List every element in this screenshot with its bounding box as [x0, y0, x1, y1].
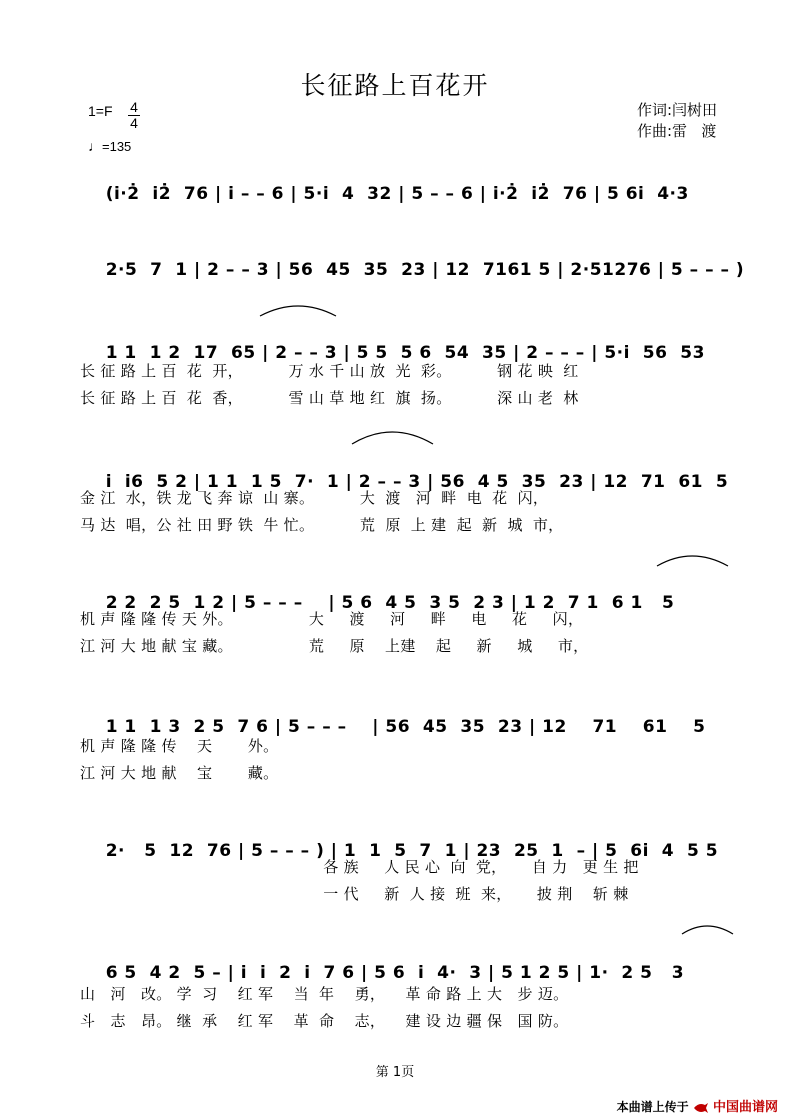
slur-mark	[680, 920, 735, 936]
site-logo-icon	[693, 1102, 709, 1114]
slur-mark	[655, 550, 730, 568]
slur-mark	[350, 426, 435, 446]
lyric-4a: 金 江 水，铁 龙 飞 奔 谅 山 寨。 大 渡 河 畔 电 花 闪，	[80, 489, 549, 507]
staff-line-2	[80, 240, 745, 300]
notes-6: 1 1 1 3 2 5 7 6 | 5 – – – | 56 45 35 23 | 12 71 61 5	[105, 717, 706, 737]
lyric-7a: 各 族 人 民 心 向 党， 自 力 更 生 把	[80, 858, 639, 876]
notes-2: 2·5 7 1 | 2 – – 3 | 56 45 35 23 | 12 7161 5 | 2·51276 | 5 – – – )	[105, 260, 745, 280]
lyric-8b: 斗 志 昂。 继 承 红 军 革 命 志， 建 设 边 疆 保 国 防。	[80, 1012, 569, 1030]
lyric-5a: 机 声 隆 隆 传 天 外。 大 渡 河 畔 电 花 闪，	[80, 610, 584, 628]
notes-5: 2 2 2 5 1 2 | 5 – – – | 5 6 4 5 3 5 2 3 | 1 2 7 1 6 1 5	[105, 593, 675, 613]
upload-label: 本曲谱上传于	[616, 1100, 689, 1114]
time-sig-bottom: 4	[130, 115, 138, 131]
lyric-3a: 长 征 路 上 百 花 开， 万 水 千 山 放 光 彩。 钢 花 映 红	[80, 362, 579, 380]
site-name: 中国曲谱网	[712, 1100, 778, 1115]
slur-mark	[258, 300, 338, 318]
upload-credit	[617, 1096, 778, 1115]
notes-4: i i6 5 2 | 1 1 1 5 7· 1 | 2 – – 3 | 56 4 5 35 23 | 12 71 61 5	[105, 472, 729, 492]
lyric-7b: 一 代 新 人 接 班 来， 披 荆 斩 棘	[80, 885, 629, 903]
quarter-note-icon: ♩	[88, 138, 102, 154]
time-signature	[128, 100, 140, 131]
notes-1: (i·2̇ i2̇ 76 | i – – 6 | 5·i 4 32 | 5 – – 6 | i·2̇ i2̇ 76 | 5 6i 4·3	[105, 184, 689, 204]
notes-3: 1 1 1 2 17 65 | 2 – – 3 | 5 5 5 6 54 35 | 2 – – – | 5·i 56 53	[105, 343, 705, 363]
tempo-marking	[88, 138, 131, 154]
time-sig-top: 4	[130, 99, 138, 115]
staff-line-1	[80, 164, 740, 224]
credits	[637, 100, 717, 142]
page-number: 第 1页	[375, 1065, 415, 1080]
key-label: 1=F	[88, 103, 113, 119]
key-signature	[88, 99, 138, 131]
lyric-6a: 机 声 隆 隆 传 天 外。	[80, 737, 279, 755]
lyric-6b: 江 河 大 地 献 宝 藏。	[80, 764, 279, 782]
composer: 作曲:雷 渡	[637, 122, 717, 140]
lyricist: 作词:闫树田	[637, 101, 718, 119]
lyric-4b: 马 达 唱，公 社 田 野 铁 牛 忙。 荒 原 上 建 起 新 城 市，	[80, 516, 564, 534]
notes-8: 6 5 4 2 5 – | i i 2 i 7 6 | 5 6 i 4· 3 | 5 1 2 5 | 1· 2 5 3	[105, 963, 685, 983]
lyric-3b: 长 征 路 上 百 花 香， 雪 山 草 地 红 旗 扬。 深 山 老 林	[80, 389, 579, 407]
lyric-8a: 山 河 改。 学 习 红 军 当 年 勇， 革 命 路 上 大 步 迈。	[80, 985, 569, 1003]
notes-7: 2· 5 12 76 | 5 – – – ) | 1 1 5 7 1 | 23 25 1 – | 5 6i 4 5 5	[105, 841, 719, 861]
song-title: 长征路上百花开	[300, 71, 490, 100]
tempo-value: =135	[102, 139, 132, 154]
lyric-5b: 江 河 大 地 献 宝 藏。 荒 原 上建 起 新 城 市，	[80, 637, 589, 655]
